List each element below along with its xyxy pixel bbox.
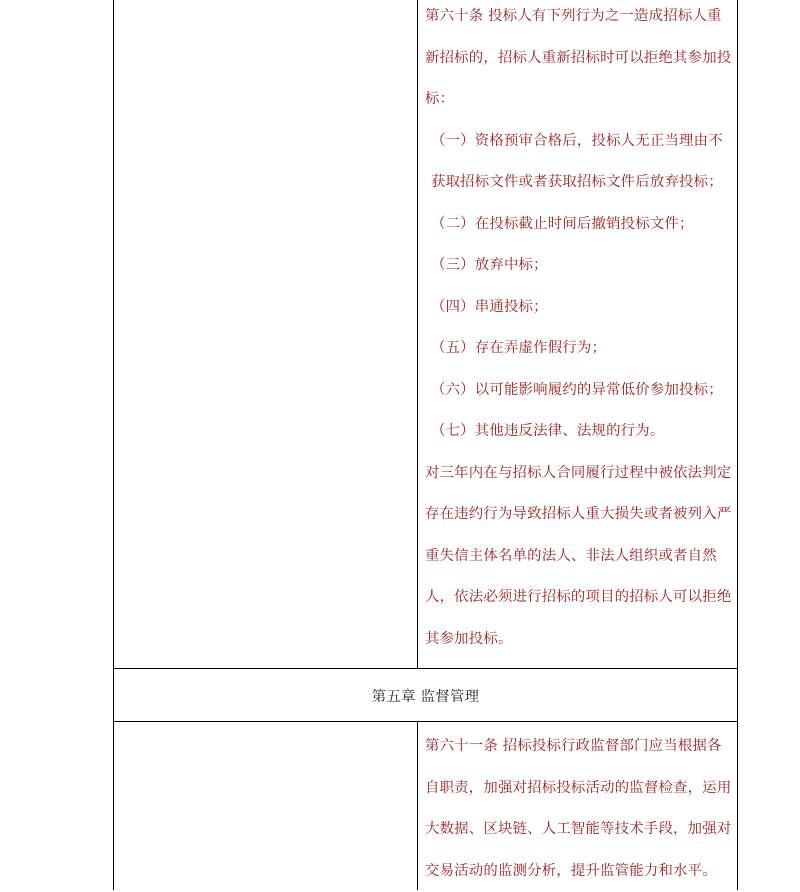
right-cell-article61 [419,721,737,890]
chapter-title: 第五章 监督管理 [371,688,480,705]
table-row-article61 [114,721,737,890]
left-cell-empty [114,721,417,890]
column-divider [417,0,418,669]
article60-item-2: （二）在投标截止时间后撤销投标文件； [431,215,694,232]
article60-item-3: （三）放弃中标； [431,257,548,273]
article60-item-6: （六）以可能影响履约的异常低价参加投标； [431,381,723,398]
article60-item-4: （四）串通投标； [431,298,548,315]
table-row-article60 [114,0,737,669]
table-row-chapter5 [114,668,737,722]
article60-intro: 第六十条 投标人有下列行为之一造成招标人重新招标的，招标人重新招标时可以拒绝其参加投标： [425,8,732,107]
article61-text: 第六十一条 招标投标行政监督部门应当根据各自职责，加强对招标投标活动的监督检查，运用大数据、区块链、人工智能等技术手段，加强对交易活动的监测分析，提升监管能力和水平。 [425,738,732,879]
left-cell-empty [114,0,417,669]
article60-closing: 对三年内在与招标人合同履行过程中被依法判定存在违约行为导致招标人重大损失或者被列入严重失信主体名单的法人、非法人组织或者自然人，依法必须进行招标的项目的招标人可以拒绝其参加投标。 [425,464,732,647]
article60-item-5: （五）存在弄虚作假行为； [431,340,607,356]
right-cell-article60 [419,0,737,669]
column-divider [417,721,418,890]
comparison-table [113,0,738,890]
article60-item-7: （七）其他违反法律、法规的行为。 [431,423,665,439]
article60-item-1: （一）资格预审合格后，投标人无正当理由不获取招标文件或者获取招标文件后放弃投标； [431,132,723,190]
